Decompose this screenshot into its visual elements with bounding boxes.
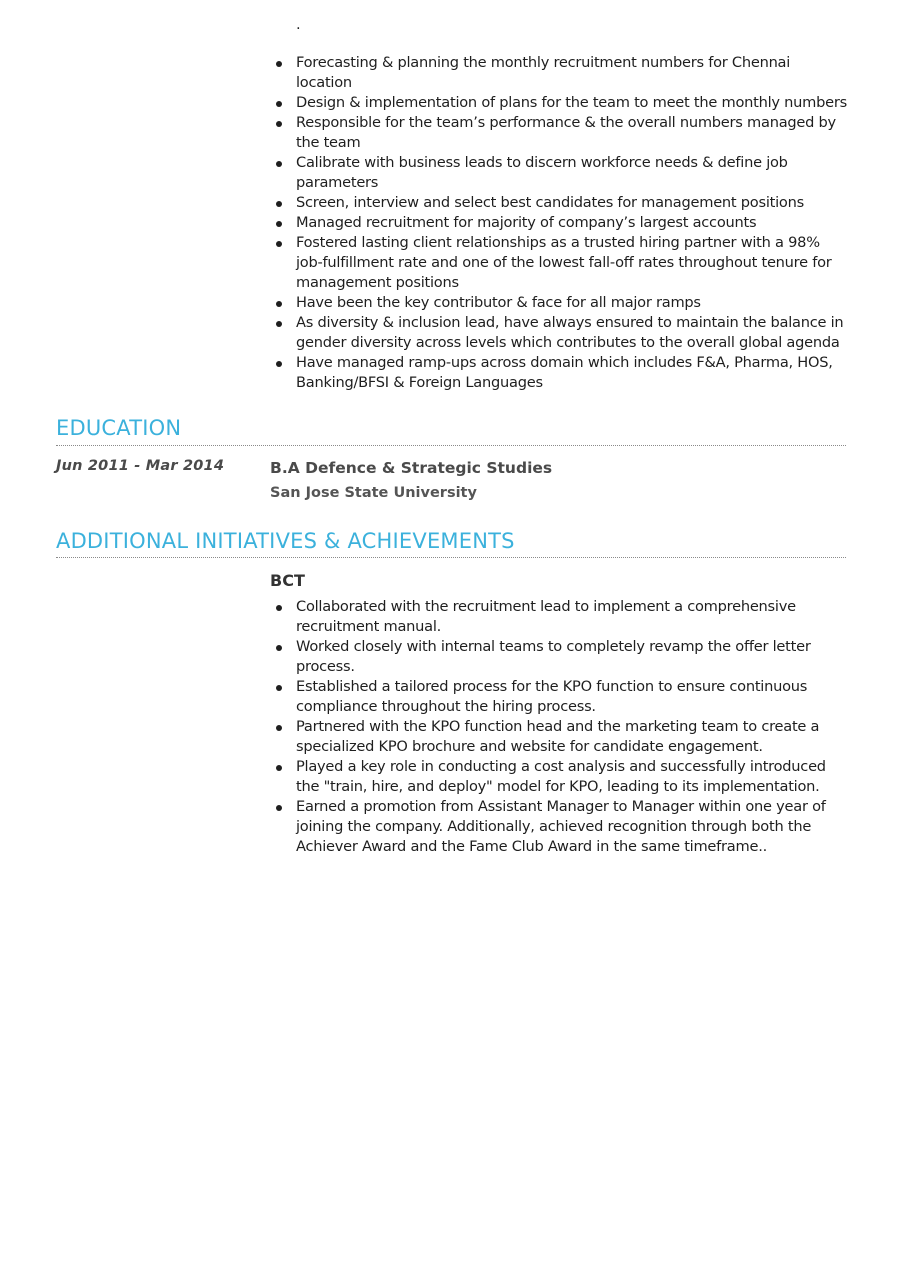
list-item: Forecasting & planning the monthly recruitment numbers for Chennai location (270, 53, 850, 93)
section-divider (56, 445, 846, 446)
list-item: Earned a promotion from Assistant Manager to Manager within one year of joining the company. Additionally, achieved recognition through both the Achiever Award and the Fame Club Award in the same timeframe.. (270, 797, 850, 857)
achievements-bullet-list (270, 597, 850, 857)
list-item: Played a key role in conducting a cost analysis and successfully introduced the "train, hire, and deploy" model for KPO, leading to its implementation. (270, 757, 850, 797)
list-item: Worked closely with internal teams to completely revamp the offer letter process. (270, 637, 850, 677)
list-item: Design & implementation of plans for the team to meet the monthly numbers (270, 93, 850, 113)
list-item: Collaborated with the recruitment lead to implement a comprehensive recruitment manual. (270, 597, 850, 637)
achievements-list-container (270, 597, 850, 857)
experience-bullet-list (270, 53, 850, 393)
education-degree: B.A Defence & Strategic Studies (270, 459, 553, 477)
list-item: Established a tailored process for the KPO function to ensure continuous compliance throughout the hiring process. (270, 677, 850, 717)
achievements-organization: BCT (270, 571, 305, 590)
education-section-title: EDUCATION (56, 416, 182, 440)
list-item: Responsible for the team’s performance & the overall numbers managed by the team (270, 113, 850, 153)
education-dates: Jun 2011 - Mar 2014 (56, 458, 225, 474)
list-item: Have managed ramp-ups across domain which includes F&A, Pharma, HOS, Banking/BFSI & Foreign Languages (270, 353, 850, 393)
experience-continued (270, 53, 850, 393)
section-divider (56, 557, 846, 558)
list-item: As diversity & inclusion lead, have always ensured to maintain the balance in gender diversity across levels which contributes to the overall global agenda (270, 313, 850, 353)
list-item: Have been the key contributor & face for all major ramps (270, 293, 850, 313)
list-item: Calibrate with business leads to discern workforce needs & define job parameters (270, 153, 850, 193)
list-item: Partnered with the KPO function head and the marketing team to create a specialized KPO brochure and website for candidate engagement. (270, 717, 850, 757)
clipped-text-remnant: . (296, 16, 301, 33)
list-item: Managed recruitment for majority of company’s largest accounts (270, 213, 850, 233)
achievements-section-title: ADDITIONAL INITIATIVES & ACHIEVEMENTS (56, 529, 515, 553)
list-item: Screen, interview and select best candidates for management positions (270, 193, 850, 213)
education-school: San Jose State University (270, 485, 477, 501)
list-item: Fostered lasting client relationships as a trusted hiring partner with a 98% job-fulfillment rate and one of the lowest fall-off rates throughout tenure for management positions (270, 233, 850, 293)
